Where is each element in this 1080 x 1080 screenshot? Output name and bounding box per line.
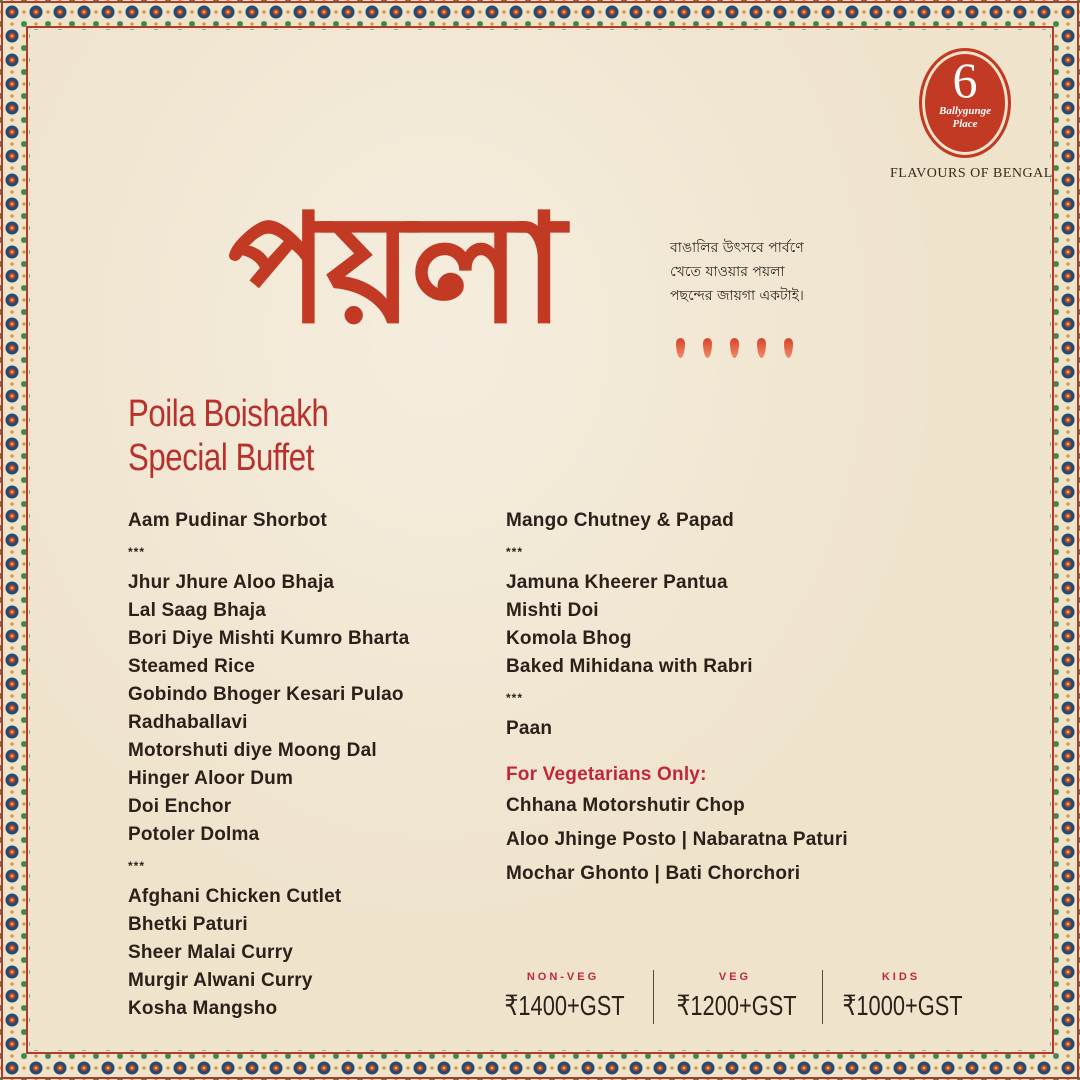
- title-line: Poila Boishakh: [128, 393, 329, 435]
- drop-icon: [703, 338, 712, 358]
- menu-item: Radhaballavi: [128, 712, 248, 733]
- price-veg: [660, 966, 810, 1024]
- menu-left-column: [128, 507, 409, 1023]
- tagline-line: বাঙালির উৎসবে পার্বণে: [670, 240, 804, 256]
- veg-item: Mochar Ghonto | Bati Chorchori: [506, 863, 801, 884]
- price-value: ₹1200+GST: [676, 990, 797, 1021]
- price-divider: [822, 970, 823, 1024]
- restaurant-logo: [890, 48, 1053, 182]
- price-label: KIDS: [881, 971, 921, 983]
- menu-item: Jamuna Kheerer Pantua: [506, 572, 728, 593]
- menu-item: Hinger Aloor Dum: [128, 768, 294, 789]
- menu-item: Lal Saag Bhaja: [128, 600, 266, 621]
- menu-item: Aam Pudinar Shorbot: [128, 510, 328, 531]
- menu-item: Mishti Doi: [506, 600, 599, 621]
- logo-emblem: [919, 48, 1011, 158]
- menu-separator: ***: [506, 691, 524, 705]
- menu-item: Paan: [506, 718, 553, 739]
- bengali-heading: পয়লা: [228, 183, 562, 357]
- menu-item: Komola Bhog: [506, 628, 632, 649]
- tagline-line: খেতে যাওয়ার পয়লা: [670, 264, 785, 280]
- menu-separator: ***: [506, 545, 524, 559]
- price-label: NON-VEG: [526, 971, 600, 983]
- buffet-title: [128, 392, 328, 480]
- bengali-tagline: [670, 236, 870, 308]
- price-label: VEG: [718, 971, 752, 983]
- veg-item: Chhana Motorshutir Chop: [506, 795, 745, 816]
- logo-place: Ballygunge Place: [939, 105, 991, 130]
- menu-item: Potoler Dolma: [128, 824, 260, 845]
- drop-icon: [784, 338, 793, 358]
- menu-item: Afghani Chicken Cutlet: [128, 886, 342, 907]
- drop-icon: [757, 338, 766, 358]
- veg-item: Aloo Jhinge Posto | Nabaratna Paturi: [506, 829, 848, 850]
- menu-item: Jhur Jhure Aloo Bhaja: [128, 572, 335, 593]
- menu-item: Mango Chutney & Papad: [506, 510, 734, 531]
- logo-tagline: FLAVOURS OF BENGAL: [890, 166, 1053, 181]
- price-panel: [488, 966, 978, 1028]
- menu-item: Gobindo Bhoger Kesari Pulao: [128, 684, 404, 705]
- tagline-line: পছন্দের জায়গা একটাই।: [670, 288, 804, 304]
- price-value: ₹1000+GST: [842, 990, 963, 1021]
- veg-heading: For Vegetarians Only:: [506, 764, 707, 785]
- price-non-veg: [488, 966, 638, 1024]
- menu-right-column: [506, 507, 848, 891]
- logo-number: 6: [952, 52, 978, 108]
- price-kids: [826, 966, 976, 1024]
- menu-item: Baked Mihidana with Rabri: [506, 656, 753, 677]
- menu-item: Bhetki Paturi: [128, 914, 248, 935]
- menu-item: Steamed Rice: [128, 656, 256, 677]
- menu-item: Doi Enchor: [128, 796, 232, 817]
- menu-separator: ***: [128, 859, 146, 873]
- title-line: Special Buffet: [128, 437, 314, 479]
- menu-item: Motorshuti diye Moong Dal: [128, 740, 377, 761]
- price-divider: [653, 970, 654, 1024]
- decorative-drops: [676, 338, 811, 363]
- menu-separator: ***: [128, 545, 146, 559]
- price-value: ₹1400+GST: [504, 990, 625, 1021]
- menu-item: Murgir Alwani Curry: [128, 970, 313, 991]
- drop-icon: [730, 338, 739, 358]
- veg-list: [506, 789, 848, 891]
- menu-item: Sheer Malai Curry: [128, 942, 293, 963]
- drop-icon: [676, 338, 685, 358]
- menu-item: Bori Diye Mishti Kumro Bharta: [128, 628, 410, 649]
- menu-item: Kosha Mangsho: [128, 998, 278, 1019]
